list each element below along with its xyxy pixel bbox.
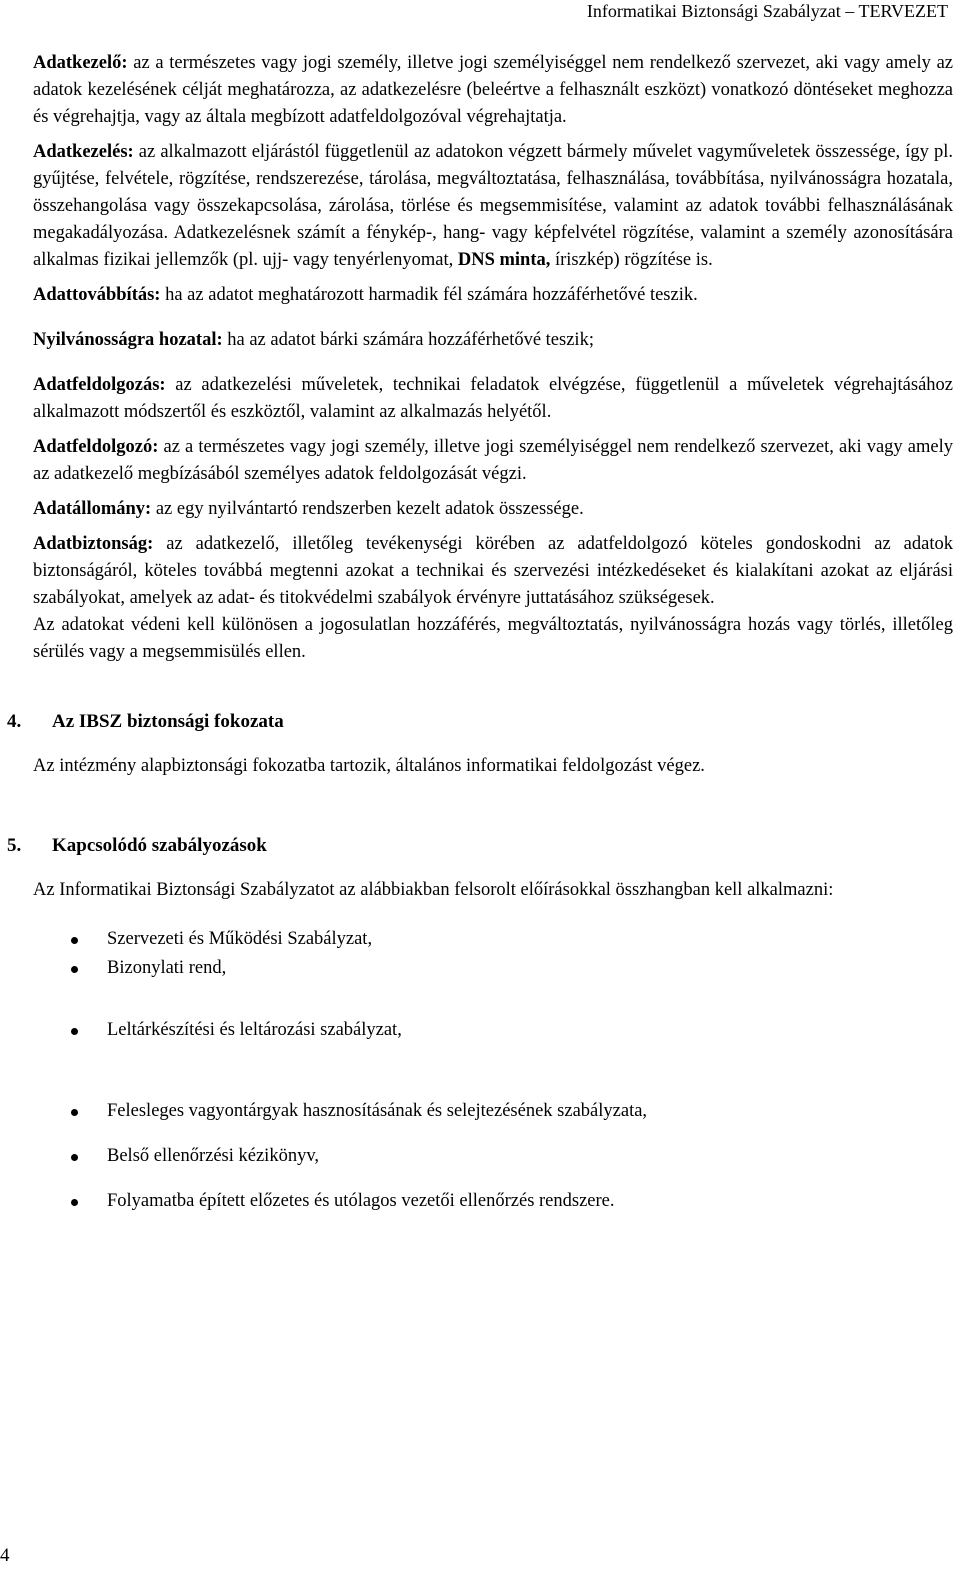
definition-adatbiztonsag bbox=[33, 531, 953, 612]
related-regulations-list bbox=[33, 926, 953, 1217]
list-item: Szervezeti és Működési Szabályzat, bbox=[33, 926, 953, 955]
definition-nyilvanossagra-hozatal bbox=[33, 327, 953, 354]
definition-text: az egy nyilvántartó rendszerben kezelt adatok összessége. bbox=[151, 499, 584, 519]
definition-adattovabbitas bbox=[33, 282, 953, 309]
definition-term: Adatállomány: bbox=[33, 499, 152, 519]
definition-text: az a természetes vagy jogi személy, illetve jogi személyiséggel nem rendelkező szervezet, aki vagy amely az adatok kezelésének célját meghatározza, az adatkezelésre (beleértve a felhasznált eszközt) vonatkozó döntéseket meghozza és végrehajtja, vagy az általa megbízott adatfeldolgozóval végrehajtatja. bbox=[33, 53, 953, 127]
section-heading-4 bbox=[7, 708, 953, 735]
definition-text: ha az adatot bárki számára hozzáférhetővé teszik; bbox=[222, 330, 594, 350]
definition-term: Adatkezelés: bbox=[33, 142, 134, 162]
definition-term: Adatfeldolgozás: bbox=[33, 375, 166, 395]
section-4-body: Az intézmény alapbiztonsági fokozatba tartozik, általános informatikai feldolgozást végez. bbox=[33, 756, 705, 776]
definition-text: az adatkezelési műveletek, technikai feladatok elvégzése, függetlenül a műveletek végrehajtásához alkalmazott módszertől és eszköztől, valamint az alkalmazás helyétől. bbox=[33, 375, 953, 422]
section-number: 5. bbox=[7, 835, 22, 856]
section-title: Az IBSZ biztonsági fokozata bbox=[52, 711, 284, 732]
definition-bold-inline: DNS minta, bbox=[457, 250, 551, 270]
running-header: Informatikai Biztonsági Szabályzat – TERVEZET bbox=[586, 1, 948, 21]
definition-adatkezeles bbox=[33, 139, 953, 274]
section-heading-5 bbox=[7, 832, 953, 859]
section-number: 4. bbox=[7, 711, 22, 732]
protect-paragraph: Az adatokat védeni kell különösen a jogosulatlan hozzáférés, megváltoztatás, nyilvánosságra hozás vagy törlés, illetőleg sérülés vagy a megsemmisülés ellen. bbox=[33, 615, 953, 662]
document-body bbox=[7, 50, 953, 1217]
definition-text: az adatkezelő, illetőleg tevékenységi körében az adatfeldolgozó köteles gondoskodni az adatok biztonságáról, köteles továbbá megtenni azokat a technikai és szervezési intézkedéseket és kialakítani azokat az eljárási szabályokat, amelyek az adat- és titokvédelmi szabályok érvényre juttatásához szükségesek. bbox=[33, 534, 953, 608]
definition-term: Adatkezelő: bbox=[33, 53, 128, 73]
section-title: Kapcsolódó szabályozások bbox=[52, 835, 267, 856]
list-item: Folyamatba épített előzetes és utólagos vezetői ellenőrzés rendszere. bbox=[33, 1188, 953, 1217]
list-item: Felesleges vagyontárgyak hasznosításának és selejtezésének szabályzata, bbox=[33, 1098, 953, 1127]
definition-adatallomany bbox=[33, 496, 953, 523]
definition-text: ha az adatot meghatározott harmadik fél számára hozzáférhetővé teszik. bbox=[160, 285, 698, 305]
section-5-body: Az Informatikai Biztonsági Szabályzatot az alábbiakban felsorolt előírásokkal összhangban kell alkalmazni: bbox=[33, 880, 834, 900]
definition-term: Nyilvánosságra hozatal: bbox=[33, 330, 223, 350]
definition-adatkezelo bbox=[33, 50, 953, 131]
definition-term: Adattovábbítás: bbox=[33, 285, 161, 305]
list-item: Leltárkészítési és leltározási szabályzat, bbox=[33, 1017, 953, 1046]
definition-adatfeldolgozas bbox=[33, 372, 953, 426]
definition-text: az a természetes vagy jogi személy, illetve jogi személyiséggel nem rendelkező szervezet, aki vagy amely az adatkezelő megbízásából személyes adatok feldolgozását végzi. bbox=[33, 437, 953, 484]
list-item: Bizonylati rend, bbox=[33, 955, 953, 984]
definition-text-after: íriszkép) rögzítése is. bbox=[550, 250, 713, 270]
definition-adatfeldolgozo bbox=[33, 434, 953, 488]
definition-term: Adatbiztonság: bbox=[33, 534, 154, 554]
definition-text: az alkalmazott eljárástól függetlenül az adatokon végzett bármely művelet vagyműveletek összessége, így pl. gyűjtése, felvétele, rögzítése, rendszerezése, tárolása, megváltoztatása, felhasználása, továbbítása, nyilvánosságra hozatala, összehangolása vagy összekapcsolása, zárolása, törlése és megsemmisítése, valamint az adatok további felhasználásának megakadályozása. Adatkezelésnek számít a fénykép-, hang- vagy képfelvétel rögzítése, valamint a személy azonosítására alkalmas fizikai jellemzők (pl. ujj- vagy tenyérlenyomat, bbox=[33, 142, 953, 270]
page-number: 4 bbox=[0, 1545, 10, 1566]
list-item: Belső ellenőrzési kézikönyv, bbox=[33, 1143, 953, 1172]
definition-term: Adatfeldolgozó: bbox=[33, 437, 159, 457]
